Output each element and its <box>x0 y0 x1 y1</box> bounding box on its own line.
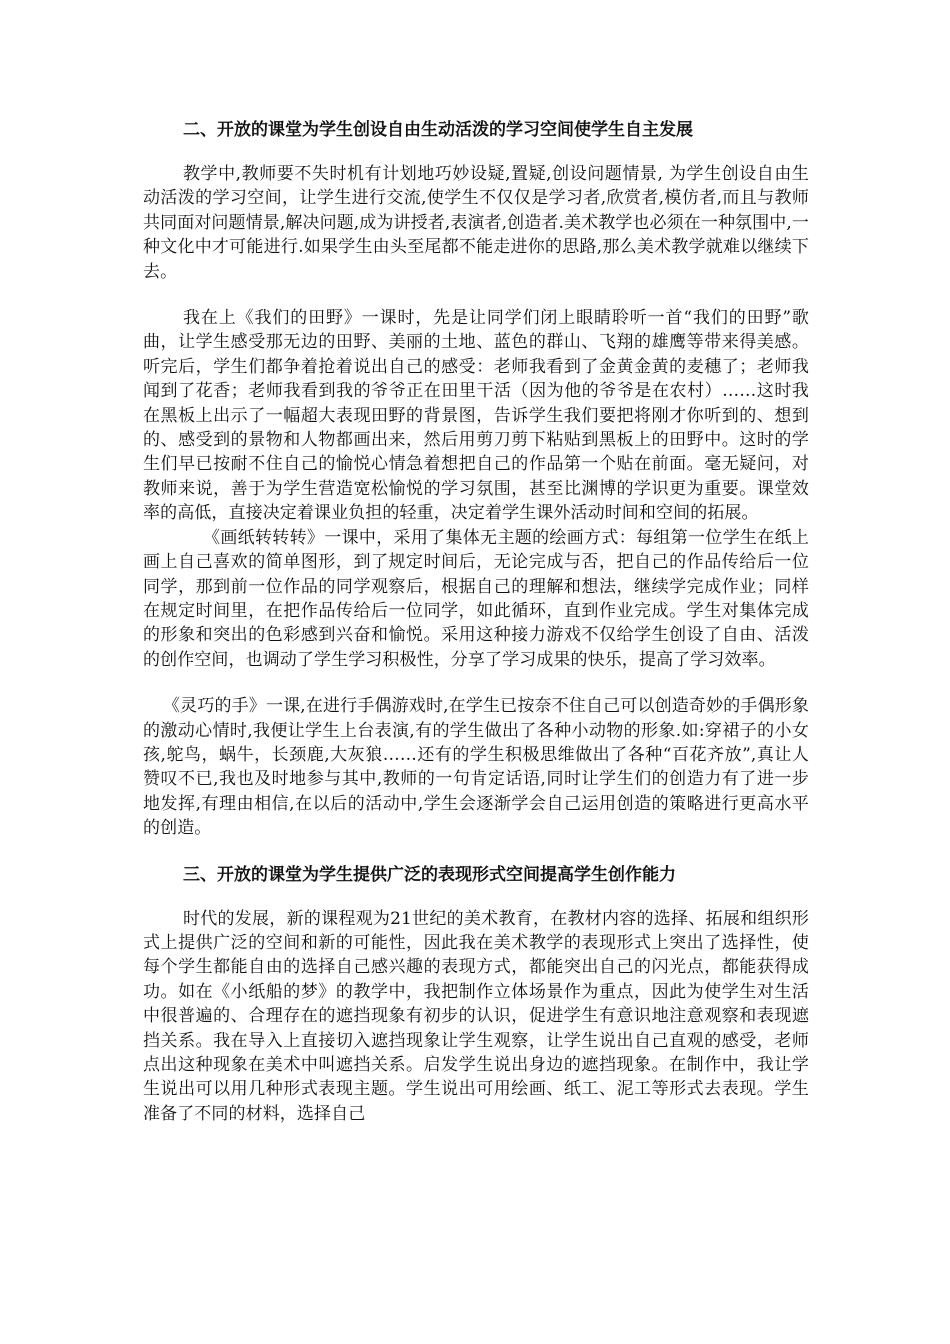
paragraph-gap <box>143 672 809 694</box>
section-3-heading: 三、开放的课堂为学生提供广泛的表现形式空间提高学生创作能力 <box>183 864 676 885</box>
section-2-paragraph-3: 《画纸转转转》一课中，采用了集体无主题的绘画方式：每组第一位学生在纸上画上自己喜欢的简单图形，到了规定时间后，无论完成与否，把自己的作品传给后一位同学，那到前一位作品的同学观察后，根据自己的理解和想法，继续学完成作业；同样在规定时间里，在把作品传给后一位同学，如此循环，直到作业完成。学生对集体完成的形象和突出的色彩感到兴奋和愉悦。采用这种接力游戏不仅给学生创设了自由、活泼的创作空间，也调动了学生学习积极性，分享了学习成果的快乐，提高了学习效率。 <box>143 527 809 670</box>
section-2-paragraph-2: 我在上《我们的田野》一课时，先是让同学们闭上眼睛聆听一首“我们的田野”歌曲，让学生感受那无边的田野、美丽的土地、蓝色的群山、飞翔的雄鹰等带来得美感。听完后，学生们都争着抢着说出自己的感受：老师我看到了金黄金黄的麦穗了；老师我闻到了花香；老师我看到我的爷爷正在田里干活（因为他的爷爷是在农村）……这时我在黑板上出示了一幅超大表现田野的背景图，告诉学生我们要把将刚才你听到的、想到的、感受到的景物和人物都画出来，然后用剪刀剪下粘贴到黑板上的田野中。这时的学生们早已按耐不住自己的愉悦心情急着想把自己的作品第一个贴在前面。毫无疑问，对教师来说，善于为学生营造宽松愉悦的学习氛围，甚至比渊博的学识更为重要。课堂效率的高低，直接决定着课业负担的轻重，决定着学生课外活动时间和空间的拓展。 <box>143 308 809 524</box>
section-2-heading: 二、开放的课堂为学生创设自由生动活泼的学习空间使学生自主发展 <box>183 120 693 140</box>
section-2-paragraph-4: 《灵巧的手》一课,在进行手偶游戏时,在学生已按奈不住自己可以创造奇妙的手偶形象的激动心情时,我便让学生上台表演,有的学生做出了各种小动物的形象.如:穿裙子的小女孩,鸵鸟，蜗牛，长颈鹿,大灰狼……还有的学生积极思维做出了各种“百花齐放”,真让人赞叹不已,我也及时地参与其中,教师的一句肯定话语,同时让学生们的创造力有了进一步地发挥,有理由相信,在以后的活动中,学生会逐渐学会自己运用创造的策略进行更高水平的创造。 <box>143 696 809 839</box>
section-2-paragraph-1: 教学中,教师要不失时机有计划地巧妙设疑,置疑,创设问题情景, 为学生创设自由生动活泼的学习空间，让学生进行交流,使学生不仅仅是学习者,欣赏者,模仿者,而且与教师共同面对问题情景,解决问题,成为讲授者,表演者,创造者.美术教学也必须在一种氛围中,一种文化中才可能进行.如果学生由头至尾都不能走进你的思路,那么美术教学就难以继续下去。 <box>143 164 809 282</box>
document-page <box>143 118 809 1126</box>
section-3-paragraph-1: 时代的发展，新的课程观为21世纪的美术教育，在教材内容的选择、拓展和组织形式上提供广泛的空间和新的可能性，因此我在美术教学的表现形式上突出了选择性，使每个学生都能自由的选择自己感兴趣的表现方式，都能突出自己的闪光点，都能获得成功。如在《小纸船的梦》的教学中，我把制作立体场景作为重点，因此为使学生对生活中很普遍的、合理存在的遮挡现象有初步的认识，促进学生有意识地注意观察和表现遮挡关系。我在导入上直接切入遮挡现象让学生观察，让学生说出自己直观的感受，老师点出这种现象在美术中叫遮挡关系。启发学生说出身边的遮挡现象。在制作中，我让学生说出可以用几种形式表现主题。学生说出可用绘画、纸工、泥工等形式去表现。学生准备了不同的材料，选择自己 <box>143 908 809 1124</box>
paragraph-gap <box>143 284 809 306</box>
